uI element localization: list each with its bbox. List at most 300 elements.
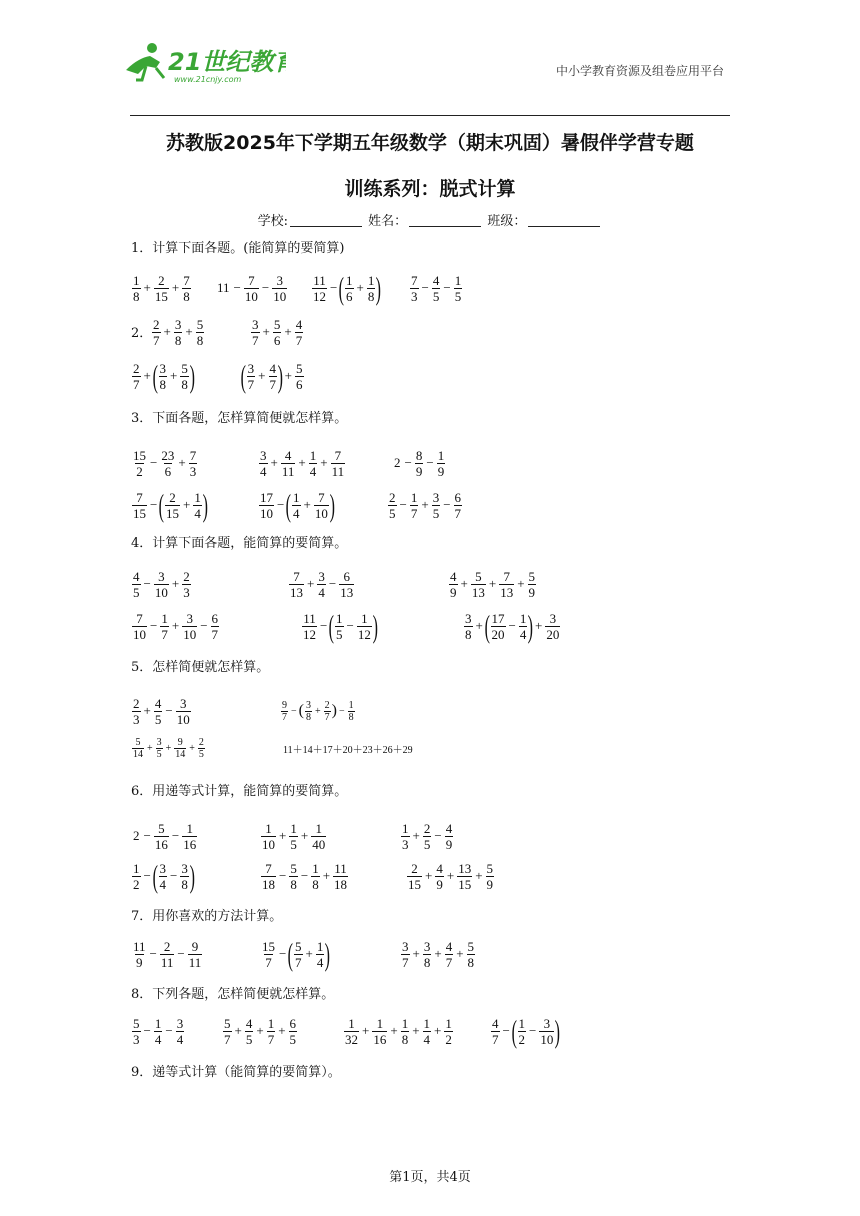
question-5-label: 5．怎样简便就怎样算。 — [131, 660, 270, 675]
denominator: 9 — [436, 876, 443, 892]
expression-q6 — [131, 856, 195, 896]
denominator: 9 — [486, 876, 494, 892]
operator: − — [300, 868, 309, 883]
operator: − — [338, 705, 345, 717]
fraction — [132, 448, 147, 479]
numerator: 2 — [158, 272, 165, 288]
fraction — [273, 317, 282, 348]
expression-q4 — [131, 564, 192, 604]
denominator: 8 — [133, 288, 140, 304]
operator: − — [399, 497, 407, 512]
fraction — [176, 1016, 185, 1047]
denominator: 2 — [518, 1031, 525, 1047]
denominator: 11 — [188, 954, 202, 970]
numerator: 5 — [135, 736, 141, 748]
header-platform-text: 中小学教育资源及组卷应用平台 — [555, 64, 724, 78]
left-paren: ( — [329, 608, 335, 644]
denominator: 32 — [345, 1031, 358, 1047]
operator: + — [421, 497, 429, 512]
operator: + — [362, 1023, 370, 1038]
operator: − — [434, 828, 442, 843]
numerator: 5 — [296, 360, 303, 376]
numerator: 1 — [346, 272, 353, 288]
numerator: 5 — [467, 938, 475, 954]
expression-q4 — [301, 606, 378, 646]
number: 11 — [217, 280, 230, 295]
fraction — [132, 273, 141, 304]
operator: + — [171, 280, 180, 295]
denominator: 8 — [467, 954, 475, 970]
operator: + — [488, 576, 497, 591]
fraction — [388, 490, 397, 521]
site-logo — [116, 40, 286, 86]
denominator: 18 — [334, 876, 348, 892]
expression-q6 — [260, 856, 349, 896]
denominator: 4 — [194, 505, 201, 521]
operator: − — [320, 618, 328, 633]
numerator: 2 — [153, 316, 160, 332]
denominator: 8 — [348, 711, 354, 723]
fraction — [154, 821, 169, 852]
denominator: 5 — [133, 584, 140, 600]
numerator: 4 — [269, 360, 276, 376]
denominator: 5 — [245, 1031, 253, 1047]
numerator: 1 — [316, 938, 324, 954]
numerator: 11 — [334, 860, 347, 876]
denominator: 6 — [346, 288, 353, 304]
denominator: 3 — [189, 463, 197, 479]
numerator: 3 — [174, 316, 182, 332]
operator: + — [270, 455, 278, 470]
expression-q5 — [131, 728, 206, 768]
expression-q2 — [151, 312, 205, 352]
fraction — [539, 1016, 554, 1047]
expression-q7 — [131, 934, 203, 974]
right-paren: ) — [555, 1013, 561, 1049]
left-paren: ( — [484, 608, 490, 644]
denominator: 8 — [159, 376, 166, 392]
fraction — [449, 569, 458, 600]
denominator: 16 — [183, 836, 197, 852]
denominator: 12 — [313, 288, 326, 304]
numerator: 2 — [133, 360, 140, 376]
fraction — [132, 939, 147, 970]
operator: + — [390, 1023, 398, 1038]
denominator: 40 — [312, 836, 326, 852]
fraction — [259, 448, 268, 479]
question-1-label: 1．计算下面各题。(能简算的要简算) — [131, 241, 345, 256]
denominator: 3 — [183, 584, 190, 600]
operator: − — [330, 280, 338, 295]
fraction — [444, 1016, 453, 1047]
denominator: 4 — [519, 626, 527, 642]
fraction — [311, 861, 320, 892]
numerator: 3 — [179, 695, 187, 711]
fraction — [188, 939, 203, 970]
operator: − — [508, 618, 516, 633]
denominator: 3 — [411, 288, 418, 304]
numerator: 1 — [312, 860, 319, 876]
fraction — [156, 737, 163, 760]
denominator: 10 — [260, 505, 273, 521]
question-3-label: 3．下面各题，怎样算简便就怎样算。 — [131, 411, 348, 426]
right-paren: ) — [189, 358, 195, 394]
denominator: 9 — [450, 584, 457, 600]
operator: + — [300, 828, 309, 843]
operator: + — [412, 1023, 420, 1038]
denominator: 8 — [465, 626, 472, 642]
expression-q6 — [400, 816, 454, 856]
denominator: 7 — [454, 505, 462, 521]
numerator: 1 — [348, 1015, 355, 1031]
denominator: 5 — [423, 836, 431, 852]
fraction — [159, 861, 168, 892]
numerator: 5 — [133, 1015, 140, 1031]
numerator: 3 — [159, 360, 166, 376]
fraction — [259, 490, 274, 521]
fraction — [245, 1016, 254, 1047]
operator: + — [460, 576, 468, 591]
operator: + — [147, 742, 153, 754]
fraction — [312, 273, 327, 304]
numerator: 5 — [158, 820, 165, 836]
numerator: 3 — [247, 360, 255, 376]
left-paren: ( — [286, 487, 292, 523]
denominator: 8 — [196, 332, 204, 348]
expression-q1 — [409, 268, 463, 308]
operator: + — [475, 618, 483, 633]
numerator: 9 — [282, 699, 287, 711]
operator: − — [165, 1023, 173, 1038]
numerator: 4 — [245, 1015, 253, 1031]
fraction — [302, 611, 317, 642]
expression-q2 — [131, 356, 195, 396]
numerator: 1 — [290, 820, 297, 836]
fraction — [160, 939, 175, 970]
operator: + — [320, 455, 328, 470]
numerator: 8 — [415, 447, 423, 463]
numerator: 3 — [423, 938, 431, 954]
operator: + — [412, 946, 420, 961]
denominator: 8 — [183, 288, 190, 304]
numerator: 1 — [267, 1015, 275, 1031]
question-2-label: 2． — [131, 326, 153, 341]
logo-text: 21世纪教育 — [168, 48, 286, 76]
expression-q6 — [260, 816, 327, 856]
denominator: 8 — [423, 954, 431, 970]
question-7-label: 7．用你喜欢的方法计算。 — [131, 909, 283, 924]
numerator: 1 — [348, 699, 354, 711]
numerator: 1 — [154, 1015, 162, 1031]
denominator: 4 — [423, 1031, 431, 1047]
fraction — [432, 273, 441, 304]
denominator: 6 — [296, 376, 303, 392]
numerator: 3 — [176, 1015, 184, 1031]
left-paren: ( — [240, 358, 246, 394]
numerator: 4 — [154, 695, 162, 711]
numerator: 1 — [401, 1015, 409, 1031]
operator: − — [443, 497, 451, 512]
fraction — [281, 700, 288, 723]
numerator: 3 — [159, 860, 166, 876]
denominator: 5 — [154, 711, 162, 727]
denominator: 7 — [211, 626, 219, 642]
numerator: 3 — [305, 699, 311, 711]
denominator: 4 — [176, 1031, 184, 1047]
numerator: 9 — [177, 736, 183, 748]
student-info-line — [0, 210, 860, 229]
expression-q1 — [131, 268, 192, 308]
operator: − — [279, 946, 287, 961]
fraction — [423, 939, 432, 970]
fraction — [331, 448, 346, 479]
operator: + — [303, 497, 311, 512]
fraction — [317, 569, 326, 600]
fraction — [295, 361, 304, 392]
fraction — [471, 569, 486, 600]
class-label: 班级： — [487, 214, 527, 229]
denominator: 7 — [153, 332, 160, 348]
numerator: 5 — [528, 568, 536, 584]
fraction — [372, 1016, 387, 1047]
fraction — [410, 273, 419, 304]
operator: + — [278, 1023, 286, 1038]
numerator: 7 — [293, 568, 300, 584]
numerator: 6 — [211, 610, 219, 626]
denominator: 7 — [247, 376, 255, 392]
denominator: 14 — [133, 748, 143, 760]
fraction — [289, 861, 298, 892]
right-paren: ) — [325, 936, 331, 972]
numerator: 1 — [376, 1015, 384, 1031]
fraction — [132, 490, 147, 521]
expression-q8 — [490, 1011, 560, 1051]
fraction — [294, 939, 303, 970]
numerator: 1 — [133, 860, 140, 876]
fraction — [305, 700, 312, 723]
operator: + — [434, 1023, 442, 1038]
denominator: 15 — [458, 876, 472, 892]
left-paren: ( — [152, 858, 158, 894]
denominator: 8 — [401, 1031, 409, 1047]
operator: + — [446, 868, 455, 883]
denominator: 7 — [133, 376, 140, 392]
fraction — [132, 611, 147, 642]
right-paren: ) — [329, 487, 335, 523]
numerator: 5 — [295, 938, 302, 954]
operator: − — [233, 280, 241, 295]
denominator: 8 — [174, 332, 182, 348]
fraction — [499, 569, 514, 600]
numerator: 3 — [252, 316, 259, 332]
numerator: 3 — [260, 447, 267, 463]
fraction — [132, 361, 141, 392]
numerator: 2 — [198, 736, 204, 748]
fraction — [445, 821, 454, 852]
fraction — [261, 861, 276, 892]
left-paren: ( — [511, 1013, 517, 1049]
operator: + — [143, 368, 151, 383]
denominator: 4 — [316, 954, 324, 970]
operator: + — [307, 576, 315, 591]
denominator: 18 — [262, 876, 275, 892]
doc-title-line2: 训练系列：脱式计算 — [344, 178, 516, 200]
fraction — [272, 273, 287, 304]
denominator: 7 — [252, 332, 259, 348]
denominator: 7 — [410, 505, 418, 521]
denominator: 10 — [540, 1031, 554, 1047]
numerator: 1 — [194, 489, 201, 505]
logo-subtext: www.21cnjy.com — [174, 75, 242, 84]
fraction — [401, 939, 410, 970]
fraction — [309, 448, 318, 479]
class-blank[interactable] — [528, 214, 600, 227]
doc-title-line1: 苏教版2025年下学期五年级数学（期末巩固）暑假伴学营专题 — [166, 132, 694, 154]
fraction — [159, 361, 168, 392]
numerator: 1 — [410, 489, 418, 505]
denominator: 4 — [318, 584, 325, 600]
numerator: 5 — [181, 360, 188, 376]
denominator: 7 — [161, 626, 168, 642]
expression-q6 — [131, 816, 198, 856]
school-label: 学校: — [257, 214, 289, 229]
denominator: 2 — [445, 1031, 452, 1047]
numerator: 2 — [163, 938, 171, 954]
numerator: 2 — [389, 489, 396, 505]
fraction — [132, 696, 141, 727]
numerator: 1 — [367, 272, 375, 288]
operator: + — [143, 703, 151, 718]
operator: − — [346, 618, 354, 633]
right-paren: ) — [376, 270, 382, 306]
denominator: 5 — [336, 626, 343, 642]
fraction — [182, 273, 191, 304]
numerator: 1 — [133, 272, 140, 288]
numerator: 1 — [437, 447, 445, 463]
operator: + — [314, 705, 321, 717]
fraction — [154, 273, 169, 304]
denominator: 6 — [273, 332, 281, 348]
page-footer: 第1页，共4页 — [389, 1170, 471, 1185]
fraction — [289, 1016, 298, 1047]
fraction — [401, 1016, 410, 1047]
denominator: 2 — [136, 463, 143, 479]
numerator: 17 — [260, 489, 273, 505]
numerator: 9 — [191, 938, 199, 954]
denominator: 15 — [154, 288, 168, 304]
operator: + — [322, 868, 331, 883]
denominator: 5 — [289, 1031, 297, 1047]
operator: + — [284, 368, 292, 383]
expression-q4 — [288, 564, 355, 604]
numerator: 7 — [189, 447, 197, 463]
denominator: 5 — [156, 748, 162, 760]
fraction — [132, 737, 144, 760]
name-blank[interactable] — [409, 214, 481, 227]
fraction — [160, 448, 175, 479]
numerator: 5 — [475, 568, 482, 584]
numerator: 4 — [436, 860, 443, 876]
fraction — [491, 1016, 500, 1047]
fraction — [182, 569, 191, 600]
denominator: 3 — [402, 836, 409, 852]
fraction — [464, 611, 473, 642]
numerator: 1 — [265, 820, 272, 836]
numerator: 7 — [265, 860, 272, 876]
denominator: 7 — [445, 954, 453, 970]
fraction — [261, 939, 276, 970]
numerator: 11 — [303, 610, 316, 626]
numerator: 4 — [492, 1015, 499, 1031]
school-blank[interactable] — [290, 214, 362, 227]
denominator: 10 — [154, 584, 168, 600]
fraction — [174, 737, 186, 760]
denominator: 15 — [133, 505, 146, 521]
fraction — [454, 273, 463, 304]
operator: + — [163, 324, 171, 339]
fraction — [165, 490, 180, 521]
left-paren: ( — [288, 936, 294, 972]
operator: + — [425, 868, 433, 883]
expression-q4 — [448, 564, 537, 604]
fraction — [251, 317, 260, 348]
expression-q8 — [222, 1011, 298, 1051]
denominator: 8 — [181, 376, 188, 392]
operator: − — [143, 576, 151, 591]
operator: − — [177, 946, 185, 961]
fraction — [174, 317, 183, 348]
denominator: 10 — [262, 836, 275, 852]
denominator: 11 — [281, 463, 295, 479]
numerator: 1 — [518, 1015, 525, 1031]
numerator: 1 — [186, 820, 193, 836]
denominator: 11 — [160, 954, 174, 970]
fraction — [189, 448, 198, 479]
fraction — [344, 1016, 359, 1047]
denominator: 10 — [183, 626, 197, 642]
fraction — [182, 821, 197, 852]
numerator: 1 — [402, 820, 409, 836]
denominator: 15 — [408, 876, 421, 892]
expression-q5 — [280, 691, 356, 731]
operator: + — [356, 280, 364, 295]
fraction — [519, 611, 528, 642]
denominator: 8 — [290, 876, 297, 892]
denominator: 10 — [176, 711, 190, 727]
operator: + — [178, 455, 186, 470]
operator: + — [434, 946, 442, 961]
operator: + — [165, 742, 172, 754]
operator: − — [277, 497, 285, 512]
fraction — [407, 861, 422, 892]
fraction — [339, 569, 354, 600]
operator: + — [256, 1023, 264, 1038]
right-paren: ) — [372, 608, 378, 644]
operator: − — [171, 828, 180, 843]
operator: + — [189, 742, 195, 754]
numerator: 3 — [276, 272, 283, 288]
name-label: 姓名： — [368, 214, 408, 229]
numerator: 2 — [423, 820, 431, 836]
denominator: 7 — [224, 1031, 231, 1047]
denominator: 4 — [260, 463, 267, 479]
operator: − — [143, 1023, 151, 1038]
fraction — [437, 448, 446, 479]
operator: − — [143, 868, 151, 883]
left-paren: ( — [159, 487, 165, 523]
operator: − — [165, 703, 173, 718]
fraction — [132, 861, 141, 892]
